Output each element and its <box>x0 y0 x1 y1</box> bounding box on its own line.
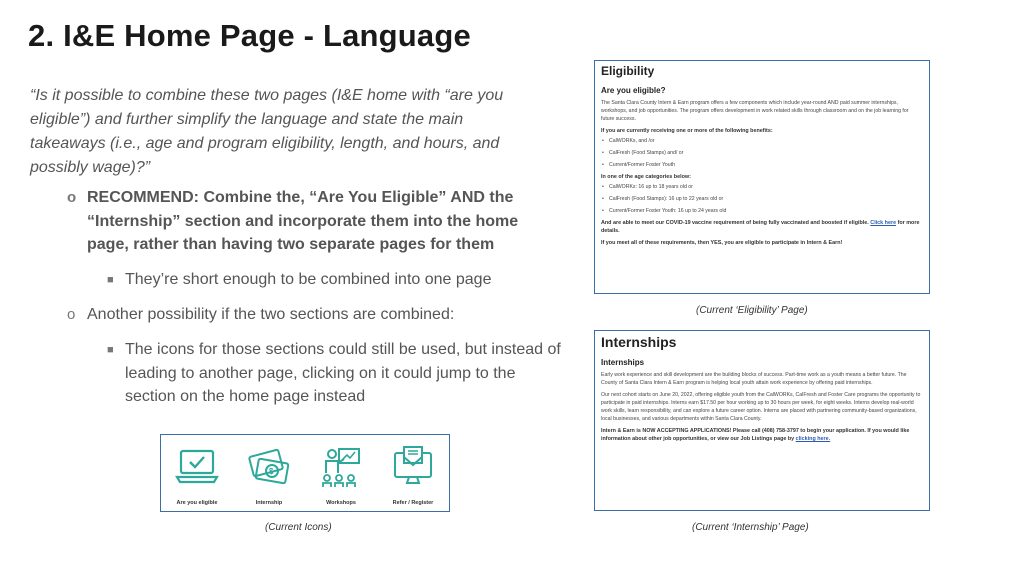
bullet-another-possibility-text: Another possibility if the two sections are combined: <box>87 306 455 323</box>
eligibility-caption: (Current ‘Eligibility’ Page) <box>696 305 808 316</box>
eligibility-benefit: • CalWORKs, and /or <box>609 137 923 145</box>
icon-internship[interactable] <box>233 435 305 511</box>
eligibility-benefit: • Current/Former Foster Youth <box>609 161 923 169</box>
eligibility-subheading: Are you eligible? <box>601 86 666 95</box>
internships-subheading: Internships <box>601 358 645 367</box>
bullet-recommend-text: RECOMMEND: Combine the, “Are You Eligible” AND the “Internship” section and incorporate them into the home page, rather than having two separate pages for them <box>87 189 519 253</box>
icon-label: Are you eligible <box>176 500 218 506</box>
bullet-icons-jump-text: The icons for those sections could still be used, but instead of leading to another page, clicking on it could jump to the section on the home page instead <box>125 341 561 405</box>
icon-label: Refer / Register <box>392 500 434 506</box>
icon-workshops[interactable] <box>305 435 377 511</box>
internships-p2: Our next cohort starts on June 20, 2022, offering eligible youth from the CalWORKs, CalFresh and Foster Care programs the opportunity to participate in paid internships. Interns earn $17.50 per hour working up to 30 hours per week, for eight weeks. Interns develop real-world work skills, learn responsibility, and can explore a future career option. Interns are placed with partnering community-based organizations, local businesses, and various departments within Santa Clara County. <box>601 392 921 422</box>
icons-caption: (Current Icons) <box>265 522 332 533</box>
internships-heading: Internships <box>601 334 677 350</box>
quote-text: “Is it possible to combine these two pages (I&E home with “are you eligible”) and further simplify the language and state the main takeaways (i.e., age and program eligibility, length, and hours, and possibly wage)?” <box>30 87 504 176</box>
page-title: 2. I&E Home Page - Language <box>28 18 471 53</box>
icon-label: Internship <box>255 500 283 506</box>
monitor-envelope-icon <box>391 445 435 489</box>
bullet-marker: ■ <box>107 344 114 356</box>
eligibility-age: • CalFresh (Food Stamps): 16 up to 22 years old or <box>609 195 923 203</box>
eligibility-benefit: • CalFresh (Food Stamps) and/ or <box>609 149 923 157</box>
vaccine-text: And are able to meet our COVID-19 vaccine requirement of being fully vaccinated and boosted if eligible. <box>601 220 869 226</box>
vaccine-link[interactable]: Click here <box>870 220 897 226</box>
bullet-marker: o <box>67 306 76 323</box>
internship-caption: (Current ‘Internship’ Page) <box>692 522 809 533</box>
icon-are-you-eligible[interactable] <box>161 435 233 511</box>
bullet-marker: ■ <box>107 274 114 286</box>
internships-p3 <box>601 427 923 443</box>
current-icons-strip <box>160 434 450 512</box>
bullet-short-enough-text: They’re short enough to be combined into one page <box>125 271 492 288</box>
vaccine-tail: for more details. <box>601 220 920 234</box>
eligibility-age: • CalWORKs: 16 up to 18 years old or <box>609 183 923 191</box>
eligibility-age-heading: In one of the age categories below: <box>601 174 691 180</box>
icon-refer-register[interactable] <box>377 435 449 511</box>
clicking-here-link[interactable]: clicking here. <box>795 436 831 442</box>
bullet-short-enough <box>107 268 565 292</box>
eligibility-closing: If you meet all of these requirements, then YES, you are eligible to participate in Intern & Earn! <box>601 240 843 246</box>
icon-label: Workshops <box>326 500 356 506</box>
eligibility-age: • Current/Former Foster Youth: 16 up to 24 years old <box>609 207 923 215</box>
eligibility-page-screenshot <box>594 60 930 294</box>
eligibility-intro: The Santa Clara County Intern & Earn program offers a few components which include year-round AND paid summer internships, workshops, and job opportunities. The program offers development in work related skills through classroom and on the job learning for future success. <box>601 100 909 122</box>
internship-page-screenshot <box>594 330 930 511</box>
internships-p3-text: Intern & Earn is NOW ACCEPTING APPLICATIONS! Please call (408) 758-3797 to begin your application. If you would like information about other job opportunities, or view our Job Listings page by <box>601 428 910 442</box>
bullet-recommend <box>67 186 557 257</box>
bullet-icons-jump <box>107 338 565 409</box>
eligibility-benefits-heading: If you are currently receiving one or more of the following benefits: <box>601 128 773 134</box>
internships-p1: Early work experience and skill development are the building blocks of success. Part-time work as a youth means a better future. The County of Santa Clara Intern & Earn program is helping local youth attain work experience by offering paid internships. <box>601 372 907 386</box>
eligibility-vaccine <box>601 219 923 235</box>
money-icon <box>247 445 291 489</box>
bullet-another-possibility <box>67 303 557 327</box>
svg-text:$: $ <box>269 467 274 476</box>
laptop-check-icon <box>175 445 219 489</box>
bullet-marker: o <box>67 189 77 206</box>
eligibility-heading: Eligibility <box>601 64 655 78</box>
presentation-icon <box>319 445 363 489</box>
